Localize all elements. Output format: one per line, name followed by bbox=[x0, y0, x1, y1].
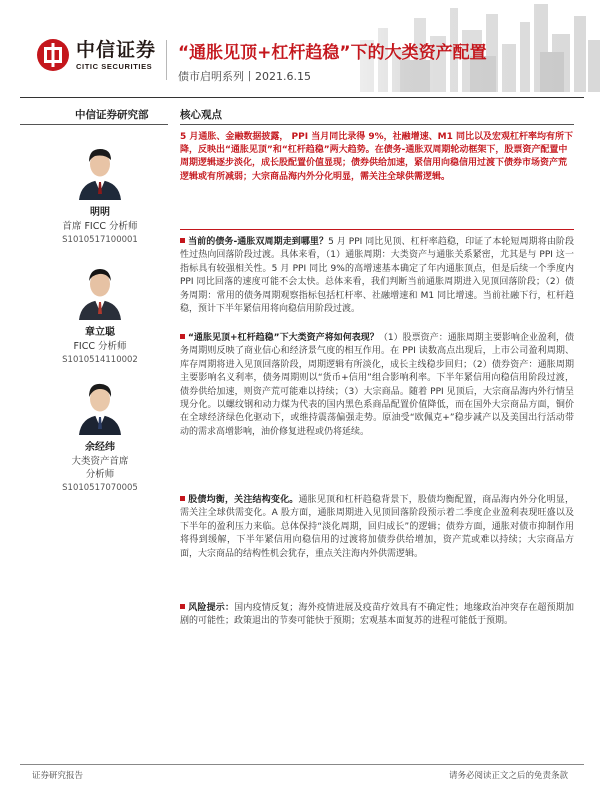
avatar bbox=[75, 375, 125, 435]
paragraph-lead: 当前的债务-通胀双周期走到哪里？ bbox=[188, 237, 329, 247]
citic-logo-icon bbox=[36, 38, 70, 72]
analyst-role: 首席 FICC 分析师 bbox=[62, 221, 138, 232]
footer-disclaimer-note: 请务必阅读正文之后的免责条款 bbox=[448, 771, 568, 781]
header-rule bbox=[20, 97, 584, 98]
footer-rule bbox=[20, 764, 584, 765]
research-dept-heading: 中信证券研究部 bbox=[75, 109, 149, 121]
paragraph-lead: 风险提示： bbox=[188, 603, 235, 613]
analyst-role-line-2: 分析师 bbox=[85, 469, 115, 480]
analyst-name: 章立聪 bbox=[85, 327, 115, 338]
core-summary: 5 月通胀、金融数据披露， PPI 当月同比录得 9%，社融增速、M1 同比以及宏观杠杆率均有所下降，反映出“通胀见顶”和“杠杆趋稳”两大趋势。在债务-通胀双周期轮动框架下，股票资产配置中周期逻辑逐步淡化，成长股配置价值显现；债券供给加速，紧信用向稳信用过渡下债券市场资产荒逻辑或有所减弱；大宗商品海内外分化明显，需关注全球供需逻辑。 bbox=[180, 132, 573, 182]
report-header bbox=[0, 0, 600, 92]
analyst-cert-number: S1010517100001 bbox=[62, 235, 138, 245]
analyst-name: 明明 bbox=[90, 207, 110, 218]
citic-logo bbox=[36, 38, 156, 72]
paragraph-body: 5 月 PPI 同比见顶、杠杆率趋稳，印证了本轮短周期将由阶段性过热向回落阶段过渡。具体来看，（1）通胀周期：大类资产与通胀关系紧密，尤其是与 PPI 这一指标具有较强相关性。5 月 PPI 同比 9%的高增速基本确定了年内通胀顶点，但是后续一个季度内 PPI 同比回落的速度可能不会太快。总体来看，我们判断当前通胀周期进入见顶回落阶段；（2）债务周期：常用的债务周期观察指标包括杠杆率、社融增速和 M1 同比增速。当前社融下行，杠杆趋稳，预计下半年紧信用将向稳信用阶段过渡。 bbox=[180, 237, 574, 315]
analyst-role: 大类资产首席 bbox=[71, 456, 129, 467]
core-views-heading: 核心观点 bbox=[180, 109, 222, 121]
paragraph-body: 通胀见顶和杠杆趋稳背景下，股债均衡配置，商品海内外分化明显，需关注全球供需变化。A 股方面，通胀周期进入见顶回落阶段预示着二季度企业盈利表现旺盛以及下半年的盈利压力来临。总体保持“淡化周期，回归成长”的逻辑；债券方面，通胀对债市抑制作用将得到缓解，下半年紧信用向稳信用的过渡将加债券供给增加，资产荒或难以持续；大宗商品方面，大宗商品的结构性机会犹存，重点关注海内外供需逻辑。 bbox=[180, 495, 574, 559]
footer-report-type: 证券研究报告 bbox=[32, 771, 84, 781]
bullet-marker bbox=[180, 604, 185, 609]
avatar bbox=[75, 260, 125, 320]
paragraph-allocation bbox=[180, 494, 574, 561]
logo-english-name: CITIC SECURITIES bbox=[76, 61, 153, 71]
avatar bbox=[75, 140, 125, 200]
analyst-role: FICC 分析师 bbox=[73, 341, 127, 352]
paragraph-cycle-position bbox=[180, 236, 574, 316]
bullet-marker bbox=[180, 496, 185, 501]
paragraph-body: （1）股票资产：通胀周期主要影响企业盈利，债务周期则反映了商业信心和经济景气度的相互作用。在 PPI 读数高点出现后，上市公司盈利周期、库存周期将进入见顶回落阶段，周期逻辑有所淡化，成长主线稳步回归；（2）债券资产：通胀周期主要影响名义利率，债务周期则以“货币+信用”组合影响利率。下半年紧信用向稳信用阶段过渡，债券供给加速，则资产荒可能难以持续；（3）大宗商品。随着 PPI 见顶后，大宗商品海内外行情呈现分化。以螺纹钢和动力煤为代表的国内黑色系商品配置价值降低，而在国外大宗商品方面，铜价在全球经济绿色化驱动下，或维持震荡偏强走势。原油受“欧佩克+”稳步减产以及美国出行活动带动的需求高增影响，油价修复进程或仍将延续。 bbox=[180, 333, 574, 437]
paragraph-body: 国内疫情反复；海外疫情进展及疫苗疗效具有不确定性；地缘政治冲突存在超预期加剧的可能性；政策退出的节奏可能快于预期；宏观基本面复苏的进程可能低于预期。 bbox=[180, 603, 574, 627]
paragraph-lead: “通胀见顶+杠杆趋稳”下大类资产将如何表现？ bbox=[188, 333, 379, 343]
analyst-name: 余经纬 bbox=[85, 442, 115, 453]
analyst-cert-number: S1010514110002 bbox=[62, 355, 138, 365]
left-heading-rule bbox=[20, 124, 168, 125]
right-heading-rule bbox=[180, 124, 574, 125]
paragraph-lead: 股债均衡，关注结构变化。 bbox=[188, 495, 299, 505]
analyst-cert-number: S1010517070005 bbox=[62, 483, 138, 493]
bullet-marker bbox=[180, 238, 185, 243]
paragraph-asset-performance bbox=[180, 332, 574, 439]
analyst-card bbox=[30, 375, 170, 495]
analyst-card bbox=[30, 140, 170, 247]
analyst-card bbox=[30, 260, 170, 367]
header-divider bbox=[166, 40, 167, 80]
paragraph-risk-warning bbox=[180, 602, 574, 629]
report-subtitle: 债市启明系列丨2021.6.15 bbox=[178, 70, 311, 83]
logo-chinese-name: 中信证券 bbox=[76, 38, 157, 61]
bullet-marker bbox=[180, 334, 185, 339]
report-title: “通胀见顶+杠杆趋稳”下的大类资产配置 bbox=[178, 43, 487, 63]
summary-rule bbox=[180, 229, 574, 230]
